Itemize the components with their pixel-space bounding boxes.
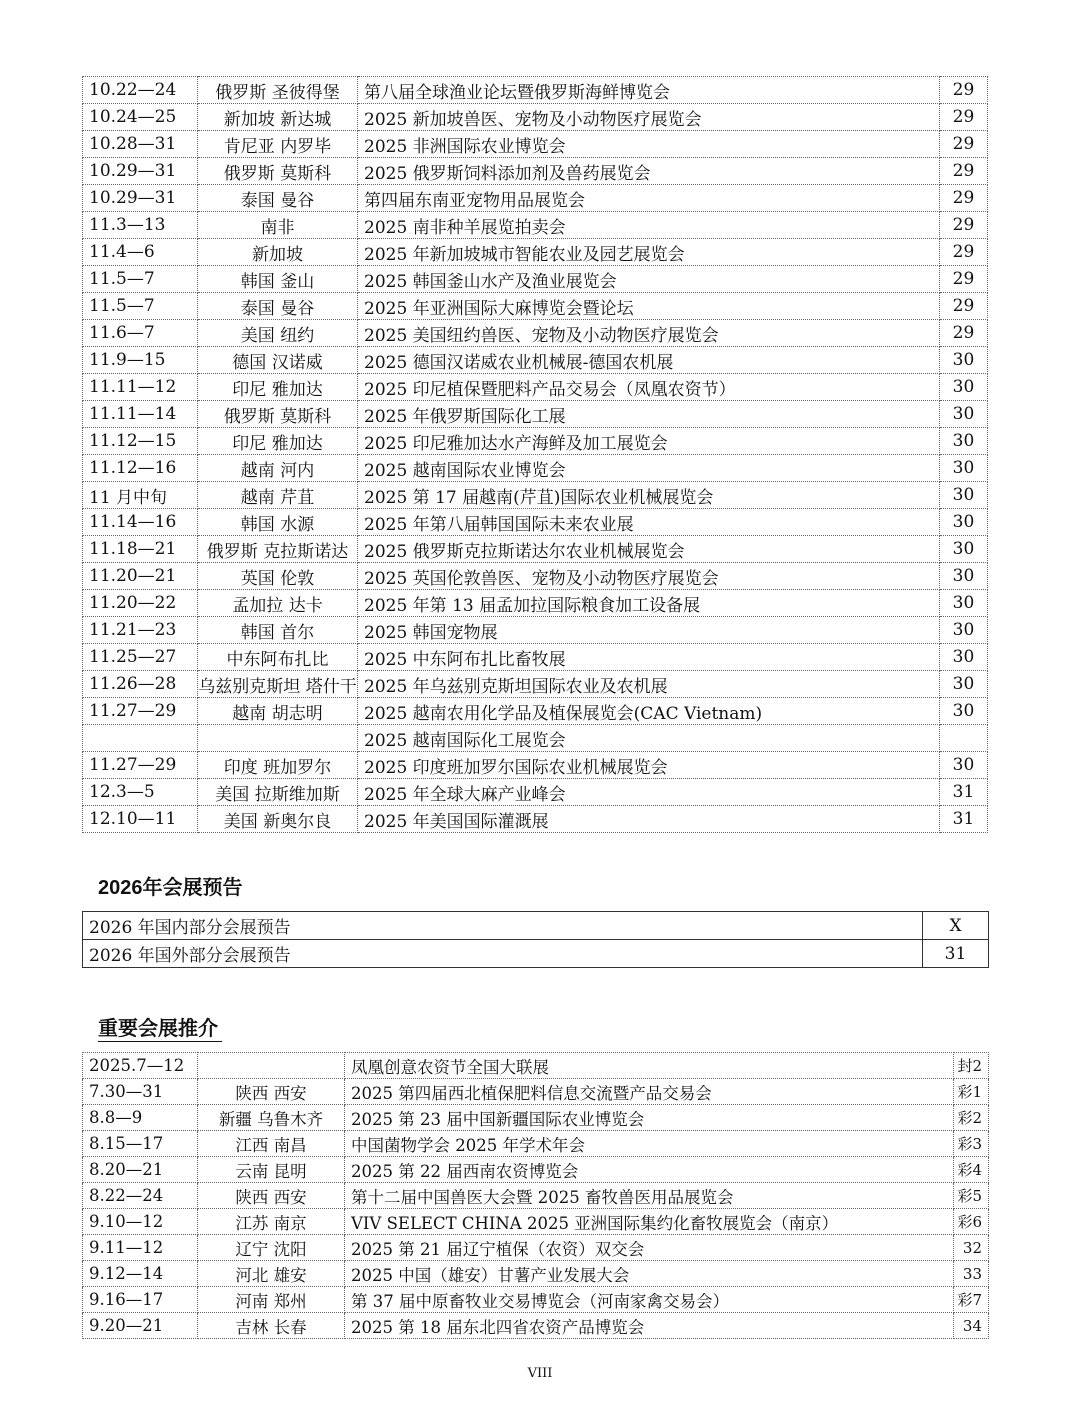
cell-name: 2025 美国纽约兽医、宠物及小动物医疗展览会 bbox=[358, 320, 940, 347]
cell-page: 30 bbox=[940, 752, 988, 779]
cell-name: 第八届全球渔业论坛暨俄罗斯海鲜博览会 bbox=[358, 77, 940, 104]
table-row bbox=[83, 1235, 989, 1261]
cell-label: 2026 年国外部分会展预告 bbox=[83, 940, 923, 968]
cell-name: 2025 第四届西北植保肥料信息交流暨产品交易会 bbox=[345, 1079, 954, 1105]
cell-date: 11.20—21 bbox=[83, 563, 198, 590]
cell-place: 云南 昆明 bbox=[198, 1157, 345, 1183]
cell-place: 乌兹别克斯坦 塔什干 bbox=[198, 671, 358, 698]
cell-date: 8.20—21 bbox=[83, 1157, 198, 1183]
cell-page: 29 bbox=[940, 131, 988, 158]
cell-date: 9.10—12 bbox=[83, 1209, 198, 1235]
preview-2026-table bbox=[82, 911, 989, 968]
cell-page: 30 bbox=[940, 536, 988, 563]
table-row bbox=[83, 1261, 989, 1287]
cell-page: 30 bbox=[940, 401, 988, 428]
cell-date: 11.27—29 bbox=[83, 698, 198, 725]
cell-page: 29 bbox=[940, 239, 988, 266]
cell-page: 30 bbox=[940, 455, 988, 482]
key-exhibitions-title: 重要会展推介 bbox=[98, 1012, 222, 1042]
table-row bbox=[83, 77, 988, 104]
table-row bbox=[83, 1157, 989, 1183]
cell-date: 10.22—24 bbox=[83, 77, 198, 104]
cell-place: 河南 郑州 bbox=[198, 1287, 345, 1313]
cell-date: 10.28—31 bbox=[83, 131, 198, 158]
cell-place: 俄罗斯 莫斯科 bbox=[198, 158, 358, 185]
cell-place: 德国 汉诺威 bbox=[198, 347, 358, 374]
table-row bbox=[83, 1183, 989, 1209]
cell-place: 新加坡 bbox=[198, 239, 358, 266]
cell-place: 南非 bbox=[198, 212, 358, 239]
cell-date: 8.8—9 bbox=[83, 1105, 198, 1131]
cell-place: 吉林 长春 bbox=[198, 1313, 345, 1339]
cell-date: 11.5—7 bbox=[83, 266, 198, 293]
table-row bbox=[83, 563, 988, 590]
cell-date: 10.29—31 bbox=[83, 185, 198, 212]
cell-date: 2025.7—12 bbox=[83, 1053, 198, 1079]
table-row bbox=[83, 266, 988, 293]
cell-place: 新加坡 新达城 bbox=[198, 104, 358, 131]
cell-date: 11.4—6 bbox=[83, 239, 198, 266]
cell-page: 30 bbox=[940, 671, 988, 698]
cell-name: 第 37 届中原畜牧业交易博览会（河南家禽交易会） bbox=[345, 1287, 954, 1313]
table-row bbox=[83, 185, 988, 212]
cell-page: 29 bbox=[940, 77, 988, 104]
cell-name: 2025 越南国际化工展览会 bbox=[358, 725, 940, 752]
cell-place: 陕西 西安 bbox=[198, 1183, 345, 1209]
cell-place: 泰国 曼谷 bbox=[198, 185, 358, 212]
cell-place: 韩国 水源 bbox=[198, 509, 358, 536]
cell-page: 29 bbox=[940, 185, 988, 212]
cell-place: 越南 河内 bbox=[198, 455, 358, 482]
cell-name: 2025 年乌兹别克斯坦国际农业及农机展 bbox=[358, 671, 940, 698]
cell-date: 11.20—22 bbox=[83, 590, 198, 617]
page-number: VIII bbox=[527, 1366, 553, 1381]
cell-page: 32 bbox=[954, 1235, 989, 1261]
table-row bbox=[83, 428, 988, 455]
cell-page: 33 bbox=[954, 1261, 989, 1287]
cell-name: 2025 年美国国际灌溉展 bbox=[358, 806, 940, 833]
cell-page: 彩4 bbox=[954, 1157, 989, 1183]
cell-page: 30 bbox=[940, 509, 988, 536]
cell-page: 30 bbox=[940, 644, 988, 671]
cell-page: 29 bbox=[940, 212, 988, 239]
cell-date: 8.22—24 bbox=[83, 1183, 198, 1209]
cell-place: 肯尼亚 内罗毕 bbox=[198, 131, 358, 158]
cell-name: 2025 越南农用化学品及植保展览会(CAC Vietnam) bbox=[358, 698, 940, 725]
cell-place bbox=[198, 725, 358, 752]
cell-place: 印尼 雅加达 bbox=[198, 374, 358, 401]
cell-place: 江苏 南京 bbox=[198, 1209, 345, 1235]
cell-page: 30 bbox=[940, 347, 988, 374]
cell-place: 俄罗斯 莫斯科 bbox=[198, 401, 358, 428]
table-row bbox=[83, 320, 988, 347]
cell-place: 越南 胡志明 bbox=[198, 698, 358, 725]
cell-place: 英国 伦敦 bbox=[198, 563, 358, 590]
cell-name: 2025 年新加坡城市智能农业及园艺展览会 bbox=[358, 239, 940, 266]
cell-page bbox=[940, 725, 988, 752]
cell-name: 2025 新加坡兽医、宠物及小动物医疗展览会 bbox=[358, 104, 940, 131]
cell-page: 彩2 bbox=[954, 1105, 989, 1131]
cell-name: 2025 印尼植保暨肥料产品交易会（凤凰农资节） bbox=[358, 374, 940, 401]
table-row bbox=[83, 374, 988, 401]
table-row bbox=[83, 104, 988, 131]
cell-name: 2025 俄罗斯克拉斯诺达尔农业机械展览会 bbox=[358, 536, 940, 563]
cell-date bbox=[83, 725, 198, 752]
cell-page: 30 bbox=[940, 563, 988, 590]
cell-page: 29 bbox=[940, 266, 988, 293]
cell-name: 2025 第 22 届西南农资博览会 bbox=[345, 1157, 954, 1183]
table-row bbox=[83, 455, 988, 482]
cell-name: 2025 年第八届韩国国际未来农业展 bbox=[358, 509, 940, 536]
cell-page: 30 bbox=[940, 590, 988, 617]
cell-name: 2025 第 21 届辽宁植保（农资）双交会 bbox=[345, 1235, 954, 1261]
cell-place: 美国 纽约 bbox=[198, 320, 358, 347]
cell-date: 9.20—21 bbox=[83, 1313, 198, 1339]
preview-2026-title: 2026年会展预告 bbox=[98, 877, 243, 899]
cell-name: 2025 南非种羊展览拍卖会 bbox=[358, 212, 940, 239]
table-row bbox=[83, 940, 989, 968]
cell-date: 11.9—15 bbox=[83, 347, 198, 374]
cell-date: 9.12—14 bbox=[83, 1261, 198, 1287]
cell-date: 8.15—17 bbox=[83, 1131, 198, 1157]
cell-date: 9.16—17 bbox=[83, 1287, 198, 1313]
table-row bbox=[83, 482, 988, 509]
table-row bbox=[83, 1131, 989, 1157]
table-row bbox=[83, 590, 988, 617]
cell-page: 29 bbox=[940, 158, 988, 185]
cell-date: 11.11—14 bbox=[83, 401, 198, 428]
cell-page: 29 bbox=[940, 104, 988, 131]
cell-name: 2025 中东阿布扎比畜牧展 bbox=[358, 644, 940, 671]
cell-name: 2025 韩国釜山水产及渔业展览会 bbox=[358, 266, 940, 293]
cell-place: 新疆 乌鲁木齐 bbox=[198, 1105, 345, 1131]
cell-name: 2025 韩国宠物展 bbox=[358, 617, 940, 644]
cell-name: 2025 印度班加罗尔国际农业机械展览会 bbox=[358, 752, 940, 779]
table-row bbox=[83, 347, 988, 374]
cell-name: 2025 年俄罗斯国际化工展 bbox=[358, 401, 940, 428]
cell-date: 11.27—29 bbox=[83, 752, 198, 779]
cell-name: 2025 年第 13 届孟加拉国际粮食加工设备展 bbox=[358, 590, 940, 617]
foreign-schedule-table bbox=[82, 76, 988, 833]
cell-page: 31 bbox=[940, 779, 988, 806]
cell-page: 29 bbox=[940, 320, 988, 347]
cell-place: 俄罗斯 克拉斯诺达 bbox=[198, 536, 358, 563]
cell-place: 越南 芹苴 bbox=[198, 482, 358, 509]
cell-date: 12.3—5 bbox=[83, 779, 198, 806]
cell-page: 30 bbox=[940, 617, 988, 644]
cell-page: 彩3 bbox=[954, 1131, 989, 1157]
table-row bbox=[83, 671, 988, 698]
cell-place: 中东阿布扎比 bbox=[198, 644, 358, 671]
cell-place bbox=[198, 1053, 345, 1079]
cell-page: 彩6 bbox=[954, 1209, 989, 1235]
cell-date: 11.12—15 bbox=[83, 428, 198, 455]
cell-page: 封2 bbox=[954, 1053, 989, 1079]
table-row bbox=[83, 912, 989, 940]
cell-date: 10.24—25 bbox=[83, 104, 198, 131]
cell-name: 2025 第 18 届东北四省农资产品博览会 bbox=[345, 1313, 954, 1339]
cell-page: 彩1 bbox=[954, 1079, 989, 1105]
table-row bbox=[83, 401, 988, 428]
cell-date: 7.30—31 bbox=[83, 1079, 198, 1105]
cell-date: 11.14—16 bbox=[83, 509, 198, 536]
cell-place: 泰国 曼谷 bbox=[198, 293, 358, 320]
cell-name: 第十二届中国兽医大会暨 2025 畜牧兽医用品展览会 bbox=[345, 1183, 954, 1209]
key-exhibitions-table bbox=[82, 1052, 989, 1339]
cell-name: 2025 德国汉诺威农业机械展-德国农机展 bbox=[358, 347, 940, 374]
cell-page: 34 bbox=[954, 1313, 989, 1339]
cell-page: 30 bbox=[940, 428, 988, 455]
cell-place: 孟加拉 达卡 bbox=[198, 590, 358, 617]
cell-name: 2025 第 17 届越南(芹苴)国际农业机械展览会 bbox=[358, 482, 940, 509]
table-row bbox=[83, 536, 988, 563]
table-row bbox=[83, 158, 988, 185]
cell-date: 11.6—7 bbox=[83, 320, 198, 347]
cell-date: 11 月中旬 bbox=[83, 482, 198, 509]
table-row bbox=[83, 509, 988, 536]
cell-place: 韩国 釜山 bbox=[198, 266, 358, 293]
cell-name: 2025 印尼雅加达水产海鲜及加工展览会 bbox=[358, 428, 940, 455]
cell-name: 2025 年全球大麻产业峰会 bbox=[358, 779, 940, 806]
cell-name: 2025 第 23 届中国新疆国际农业博览会 bbox=[345, 1105, 954, 1131]
cell-place: 陕西 西安 bbox=[198, 1079, 345, 1105]
cell-place: 俄罗斯 圣彼得堡 bbox=[198, 77, 358, 104]
table-row bbox=[83, 779, 988, 806]
cell-name: 2025 中国（雄安）甘薯产业发展大会 bbox=[345, 1261, 954, 1287]
cell-page: X bbox=[923, 912, 989, 940]
cell-date: 10.29—31 bbox=[83, 158, 198, 185]
cell-place: 印度 班加罗尔 bbox=[198, 752, 358, 779]
cell-place: 辽宁 沈阳 bbox=[198, 1235, 345, 1261]
cell-page: 31 bbox=[923, 940, 989, 968]
table-row bbox=[83, 698, 988, 725]
cell-page: 30 bbox=[940, 374, 988, 401]
cell-page: 30 bbox=[940, 482, 988, 509]
cell-date: 12.10—11 bbox=[83, 806, 198, 833]
cell-name: 2025 非洲国际农业博览会 bbox=[358, 131, 940, 158]
cell-page: 29 bbox=[940, 293, 988, 320]
cell-page: 彩5 bbox=[954, 1183, 989, 1209]
cell-date: 11.11—12 bbox=[83, 374, 198, 401]
table-row bbox=[83, 1287, 989, 1313]
cell-name: 凤凰创意农资节全国大联展 bbox=[345, 1053, 954, 1079]
table-row bbox=[83, 644, 988, 671]
table-row bbox=[83, 617, 988, 644]
cell-place: 韩国 首尔 bbox=[198, 617, 358, 644]
cell-date: 11.21—23 bbox=[83, 617, 198, 644]
cell-place: 美国 新奥尔良 bbox=[198, 806, 358, 833]
cell-page: 彩7 bbox=[954, 1287, 989, 1313]
table-row bbox=[83, 1079, 989, 1105]
table-row bbox=[83, 1313, 989, 1339]
table-row bbox=[83, 293, 988, 320]
table-row bbox=[83, 212, 988, 239]
cell-page: 31 bbox=[940, 806, 988, 833]
cell-name: 2025 俄罗斯饲料添加剂及兽药展览会 bbox=[358, 158, 940, 185]
table-row bbox=[83, 1105, 989, 1131]
cell-place: 美国 拉斯维加斯 bbox=[198, 779, 358, 806]
cell-label: 2026 年国内部分会展预告 bbox=[83, 912, 923, 940]
table-row bbox=[83, 239, 988, 266]
cell-date: 11.12—16 bbox=[83, 455, 198, 482]
cell-date: 11.25—27 bbox=[83, 644, 198, 671]
table-row bbox=[83, 725, 988, 752]
cell-page: 30 bbox=[940, 698, 988, 725]
table-row bbox=[83, 806, 988, 833]
cell-place: 江西 南昌 bbox=[198, 1131, 345, 1157]
cell-name: 2025 越南国际农业博览会 bbox=[358, 455, 940, 482]
cell-place: 河北 雄安 bbox=[198, 1261, 345, 1287]
cell-place: 印尼 雅加达 bbox=[198, 428, 358, 455]
cell-date: 9.11—12 bbox=[83, 1235, 198, 1261]
cell-date: 11.18—21 bbox=[83, 536, 198, 563]
cell-name: 第四届东南亚宠物用品展览会 bbox=[358, 185, 940, 212]
cell-name: VIV SELECT CHINA 2025 亚洲国际集约化畜牧展览会（南京） bbox=[345, 1209, 954, 1235]
table-row bbox=[83, 131, 988, 158]
table-row bbox=[83, 1053, 989, 1079]
cell-name: 2025 年亚洲国际大麻博览会暨论坛 bbox=[358, 293, 940, 320]
cell-date: 11.3—13 bbox=[83, 212, 198, 239]
cell-name: 中国菌物学会 2025 年学术年会 bbox=[345, 1131, 954, 1157]
cell-date: 11.26—28 bbox=[83, 671, 198, 698]
table-row bbox=[83, 1209, 989, 1235]
table-row bbox=[83, 752, 988, 779]
cell-date: 11.5—7 bbox=[83, 293, 198, 320]
cell-name: 2025 英国伦敦兽医、宠物及小动物医疗展览会 bbox=[358, 563, 940, 590]
